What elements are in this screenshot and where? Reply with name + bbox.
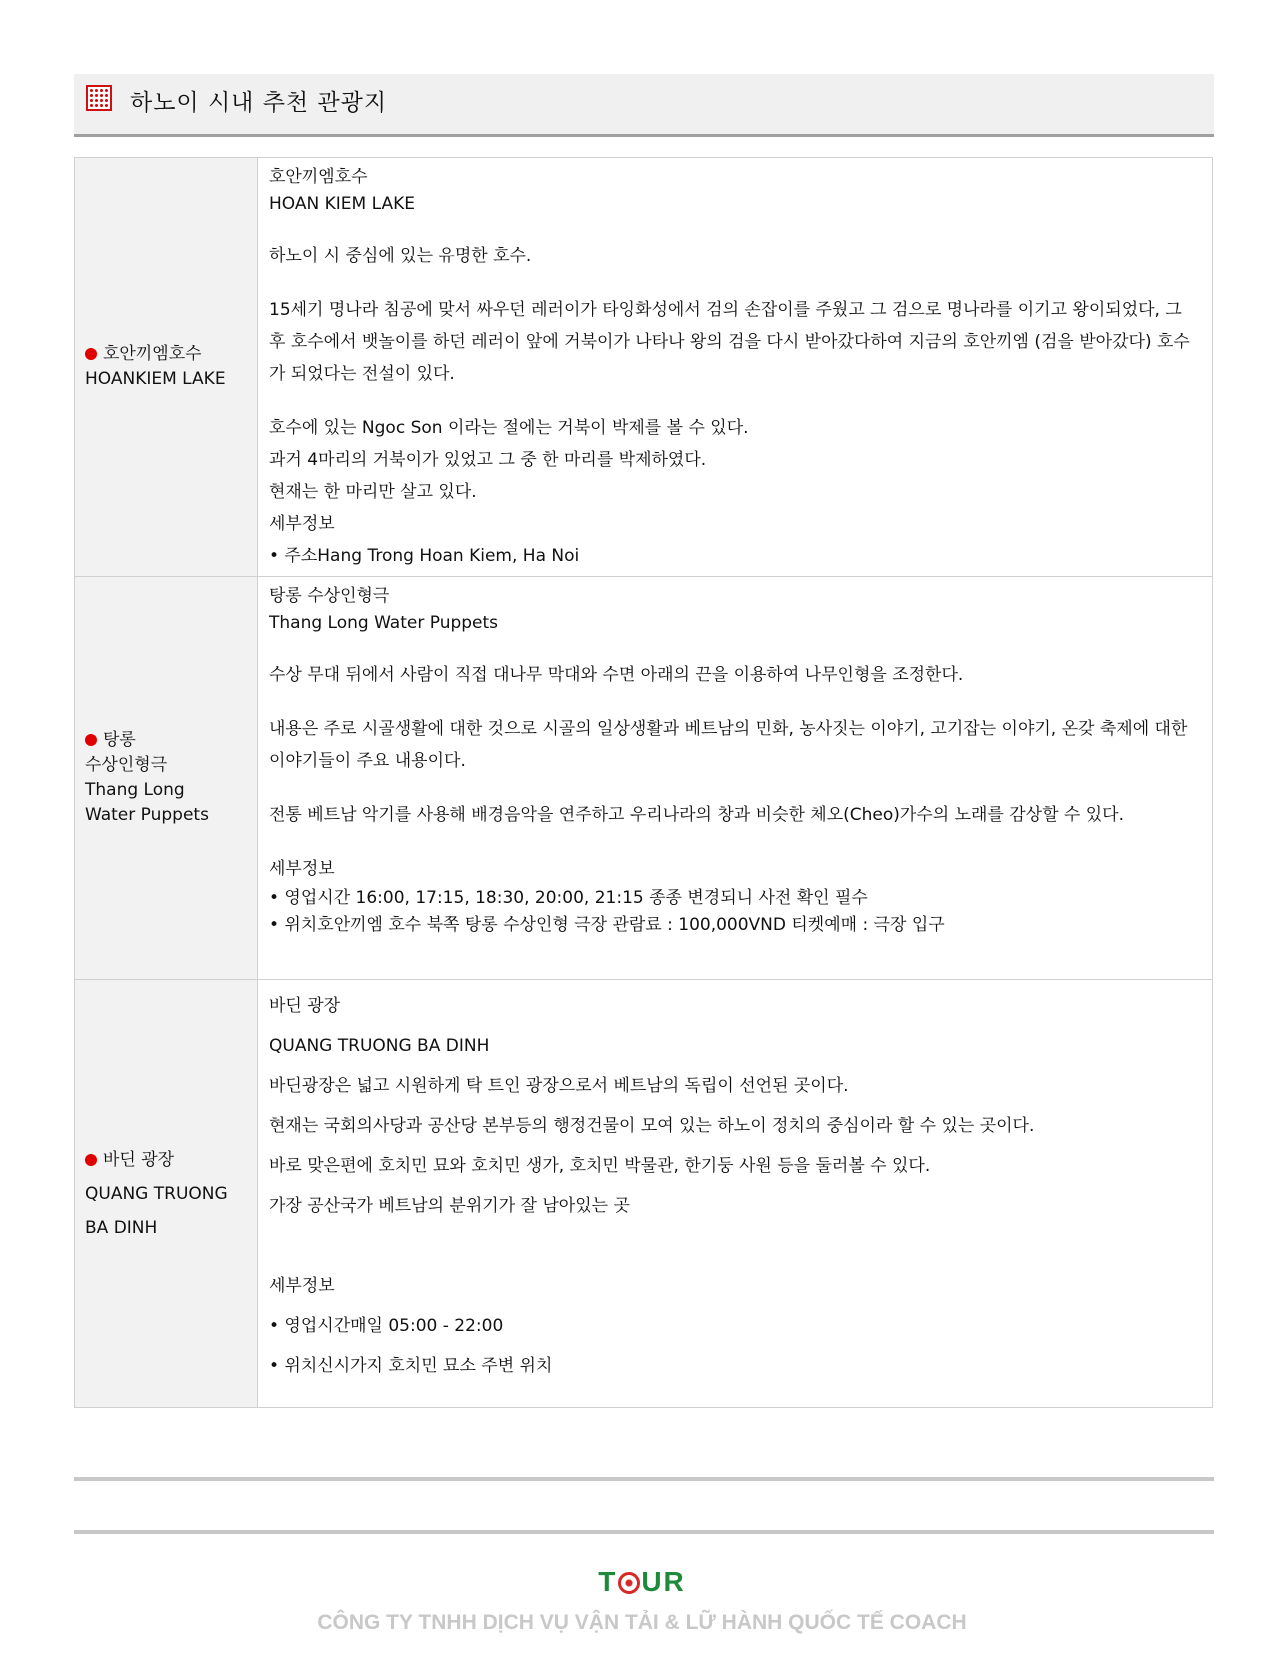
title-ko: 탕롱 수상인형극 <box>269 586 390 606</box>
company-name: CÔNG TY TNHH DỊCH VỤ VẬN TẢI & LỮ HÀNH QUỐC TẾ COACH <box>317 1611 967 1634</box>
section-title: 하노이 시내 추천 관광지 <box>130 90 388 116</box>
divider <box>74 1530 1214 1534</box>
row-label <box>75 980 258 1408</box>
detail-label: 세부정보 <box>269 859 335 879</box>
paragraph: 현재는 국회의사당과 공산당 본부등의 행정건물이 모여 있는 하노이 정치의 중심이라 할 수 있는 곳이다. <box>269 1116 1035 1136</box>
company-logo: T UR <box>598 1566 686 1597</box>
row-label <box>75 577 258 980</box>
label-ko: 탕롱 <box>103 730 136 750</box>
detail-item: • 위치호안끼엠 호수 북쪽 탕롱 수상인형 극장 관람료 : 100,000VND 티켓예매 : 극장 입구 <box>269 915 945 935</box>
row-content <box>258 980 1213 1408</box>
paragraph: 내용은 주로 시골생활에 대한 것으로 시골의 일상생활과 베트남의 민화, 농사짓는 이야기, 고기잡는 이야기, 온갖 축제에 대한 이야기들이 주요 내용이다. <box>269 719 1188 771</box>
paragraph: 호수에 있는 Ngoc Son 이라는 절에는 거북이 박제를 볼 수 있다. <box>269 418 749 438</box>
detail-item: • 영업시간매일 05:00 - 22:00 <box>269 1316 504 1336</box>
wheel-icon <box>618 1572 640 1594</box>
label-ko: 수상인형극 <box>85 755 168 775</box>
label-ko: 호안끼엠호수 <box>103 344 202 364</box>
section-header <box>74 74 1214 137</box>
detail-label: 세부정보 <box>269 514 335 534</box>
label-ko: 바딘 광장 <box>103 1149 175 1170</box>
title-en: QUANG TRUONG BA DINH <box>269 1036 490 1056</box>
divider <box>74 1477 1214 1481</box>
title-ko: 바딘 광장 <box>269 996 341 1016</box>
title-en: Thang Long Water Puppets <box>269 613 499 633</box>
table-row <box>75 577 1213 980</box>
paragraph: 현재는 한 마리만 살고 있다. <box>269 482 477 502</box>
paragraph: 과거 4마리의 거북이가 있었고 그 중 한 마리를 박제하였다. <box>269 450 707 470</box>
label-en: BA DINH <box>85 1217 158 1238</box>
paragraph: 하노이 시 중심에 있는 유명한 호수. <box>269 246 532 266</box>
table-row <box>75 980 1213 1408</box>
paragraph: 15세기 명나라 침공에 맞서 싸우던 레러이가 타잉화성에서 검의 손잡이를 주웠고 그 검으로 명나라를 이기고 왕이되었다, 그 후 호수에서 뱃놀이를 하던 레러이 앞에 거북이가 나타나 왕의 검을 다시 받아갔다하여 지금의 호안끼엠 (검을 받아갔다) 호수가 되었다는 전설이 있다. <box>269 300 1190 384</box>
row-label <box>75 158 258 577</box>
attractions-table <box>74 157 1213 1408</box>
paragraph: 전통 베트남 악기를 사용해 배경음악을 연주하고 우리나라의 창과 비슷한 체오(Cheo)가수의 노래를 감상할 수 있다. <box>269 805 1124 825</box>
title-en: HOAN KIEM LAKE <box>269 194 415 214</box>
bullet-dot-icon <box>85 734 97 746</box>
row-content <box>258 158 1213 577</box>
label-en: QUANG TRUONG <box>85 1183 228 1204</box>
label-en: HOANKIEM LAKE <box>85 369 226 389</box>
detail-item: • 영업시간 16:00, 17:15, 18:30, 20:00, 21:15 종종 변경되니 사전 확인 필수 <box>269 888 868 908</box>
grid-icon <box>86 85 112 111</box>
label-en: Water Puppets <box>85 805 209 825</box>
paragraph: 바로 맞은편에 호치민 묘와 호치민 생가, 호치민 박물관, 한기둥 사원 등을 둘러볼 수 있다. <box>269 1156 931 1176</box>
paragraph: 수상 무대 뒤에서 사람이 직접 대나무 막대와 수면 아래의 끈을 이용하여 나무인형을 조정한다. <box>269 665 964 685</box>
title-ko: 호안끼엠호수 <box>269 167 368 187</box>
paragraph: 바딘광장은 넓고 시원하게 탁 트인 광장으로서 베트남의 독립이 선언된 곳이다. <box>269 1076 849 1096</box>
table-row <box>75 158 1213 577</box>
bullet-dot-icon <box>85 348 97 360</box>
row-content <box>258 577 1213 980</box>
label-en: Thang Long <box>85 780 185 800</box>
detail-item: • 위치신시가지 호치민 묘소 주변 위치 <box>269 1356 553 1376</box>
detail-label: 세부정보 <box>269 1276 335 1296</box>
detail-item: • 주소Hang Trong Hoan Kiem, Ha Noi <box>269 546 580 566</box>
paragraph: 가장 공산국가 베트남의 분위기가 잘 남아있는 곳 <box>269 1196 630 1216</box>
bullet-dot-icon <box>85 1154 97 1166</box>
